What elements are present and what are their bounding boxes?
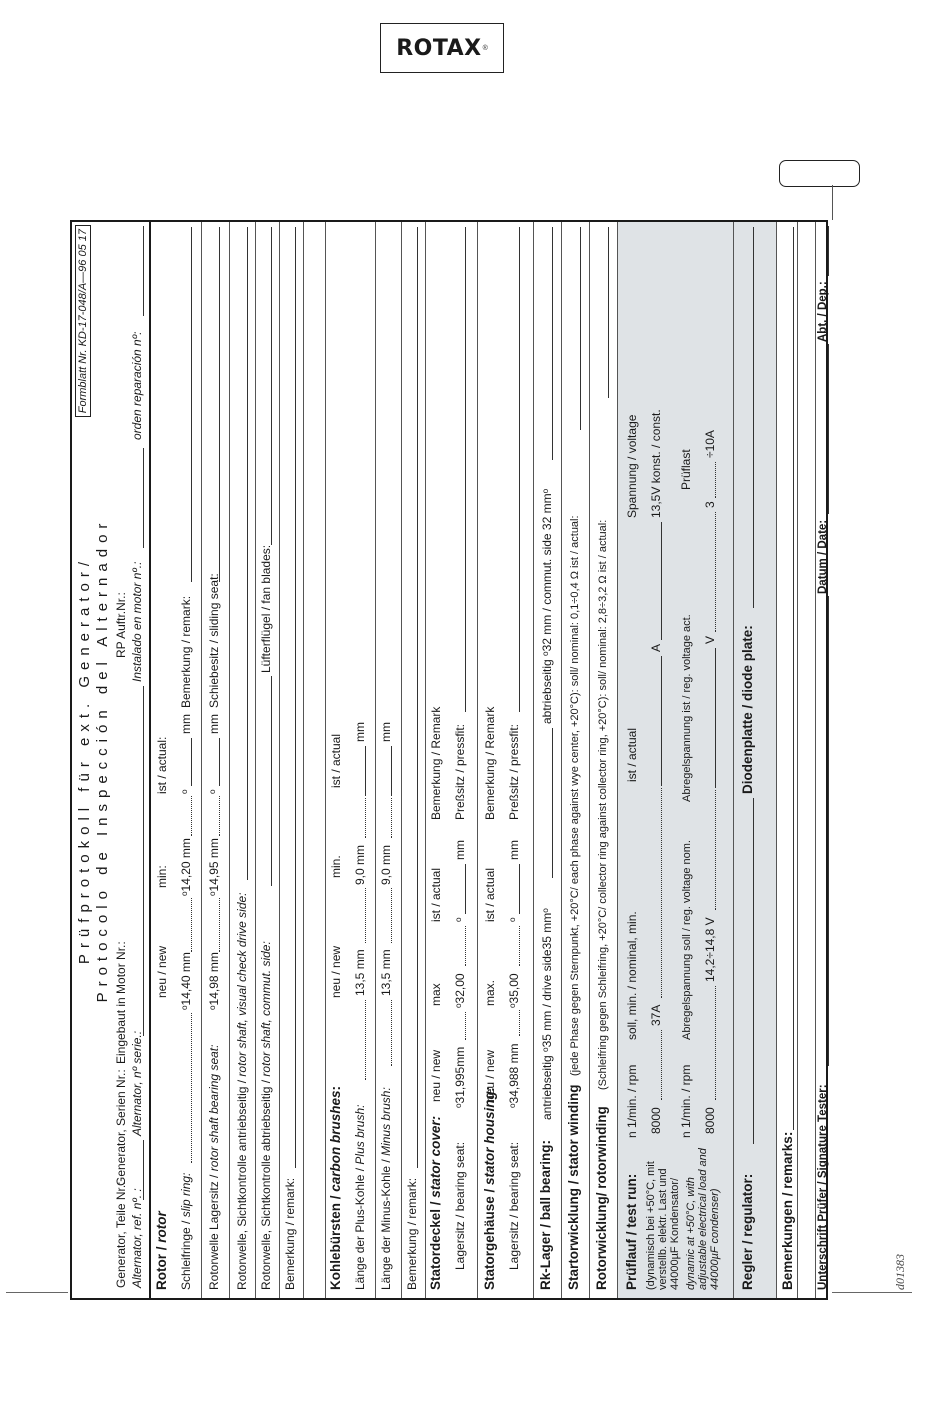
diode-plate-title: Diodenplatte / diode plate: bbox=[740, 625, 755, 794]
logo-text: ROTAX bbox=[396, 35, 482, 61]
dots bbox=[219, 796, 220, 836]
row-divider bbox=[375, 222, 376, 1298]
row-divider bbox=[325, 222, 326, 1298]
shaft-seat-deg: ᵒ bbox=[207, 789, 221, 794]
brushes-remark-field[interactable] bbox=[417, 227, 418, 1168]
stator-housing-pressfit: Preßsitz / pressfit: bbox=[507, 723, 521, 820]
stator-housing-pressfit-field[interactable] bbox=[519, 227, 520, 712]
dots bbox=[219, 898, 220, 952]
stator-housing-mm: mm bbox=[507, 840, 521, 860]
row-divider bbox=[279, 222, 280, 1298]
ball-bearing-drive-field[interactable] bbox=[552, 728, 553, 878]
minus-brush-new: 13,5 mm bbox=[379, 949, 393, 996]
check-drive-label: Rotorwelle, Sichtkontrolle antriebseitig / rotor shaft, visual check drive side: bbox=[235, 892, 249, 1290]
test-run-voltage-field[interactable] bbox=[661, 522, 662, 640]
dots bbox=[715, 790, 716, 910]
test-run-rpm2: 8000 bbox=[703, 1107, 717, 1134]
test-run-col-actual: ist / actual bbox=[625, 727, 639, 782]
fan-blades-field[interactable] bbox=[271, 227, 272, 545]
alternator-ref-field[interactable] bbox=[143, 1140, 144, 1200]
dots bbox=[191, 1013, 192, 1163]
row-divider bbox=[776, 222, 777, 1298]
rp-order-label: RP Auftr.Nr.: bbox=[114, 592, 128, 658]
minus-brush-actual-field[interactable] bbox=[391, 746, 392, 796]
rotor-winding-desc: (Schleifring gegen Schleifring, +20°C/ collector ring against collector ring, +20°C): soll/ nominal: 2,8÷3,2 Ω ist / actual: bbox=[597, 519, 609, 1090]
plus-brush-actual-field[interactable] bbox=[365, 746, 366, 796]
dots bbox=[191, 796, 192, 836]
installed-motor-label: Eingebaut in Motor Nr.: bbox=[114, 941, 128, 1064]
row-divider bbox=[533, 222, 534, 1298]
dots bbox=[391, 1000, 392, 1066]
minus-brush-min: 9,0 mm bbox=[379, 844, 393, 885]
alternator-serie-field[interactable] bbox=[143, 686, 144, 1036]
minus-brush-mm: mm bbox=[379, 722, 393, 742]
crop-mark-right bbox=[832, 1292, 912, 1293]
dots bbox=[661, 1030, 662, 1100]
ball-bearing-title: Rk-Lager / ball bearing: bbox=[538, 1139, 553, 1290]
shaft-seat-min: ᵒ14,95 mm bbox=[207, 838, 221, 896]
stator-cover-actual-field[interactable] bbox=[465, 864, 466, 914]
form-title-es: Protocolo de Inspección del Alternador bbox=[94, 517, 111, 1003]
test-run-amp-nominal: 37A bbox=[649, 1004, 663, 1026]
rotor-winding-title: Rotorwicklung/ rotorwinding bbox=[594, 1106, 609, 1290]
registered-mark: ® bbox=[482, 44, 488, 52]
remarks-title: Bemerkungen / remarks: bbox=[780, 1131, 795, 1290]
test-run-reg-actual-field[interactable] bbox=[715, 648, 716, 788]
row-divider bbox=[201, 222, 202, 1298]
test-run-col-rpm2: n 1/min. / rpm bbox=[679, 1064, 693, 1138]
slip-ring-actual-field[interactable] bbox=[191, 738, 192, 786]
stator-housing-col-max: max. bbox=[483, 979, 497, 1006]
dots bbox=[365, 888, 366, 943]
repair-order-label: orden reparación nº: bbox=[130, 331, 144, 440]
stator-cover-new: ᵒ31,995mm bbox=[453, 1046, 467, 1108]
rotor-remark-label: Bemerkung / remark: bbox=[283, 1177, 297, 1290]
test-run-title: Prüflauf / test run: bbox=[624, 1173, 639, 1290]
row-divider bbox=[401, 222, 402, 1298]
brushes-title: Kohlebürsten / carbon brushes: bbox=[328, 1085, 343, 1290]
shaft-seat-mm: mm bbox=[207, 714, 221, 734]
slip-ring-new: ᵒ14,40 mm bbox=[179, 952, 193, 1010]
shaft-seat-label: Rotorwelle Lagersitz / rotor shaft bearing seat: bbox=[207, 1044, 221, 1290]
rotor-col-actual: ist / actual: bbox=[155, 736, 169, 794]
row-divider bbox=[733, 222, 734, 1298]
stator-winding-actual-field[interactable] bbox=[580, 227, 581, 430]
stator-housing-max: ᵒ35,00 bbox=[507, 973, 521, 1008]
rotor-col-new: neu / new bbox=[155, 945, 169, 998]
form-body bbox=[149, 222, 826, 1298]
brushes-col-actual: ist / actual bbox=[329, 733, 343, 788]
row-divider bbox=[229, 222, 230, 1298]
diode-plate-field[interactable] bbox=[753, 227, 754, 608]
test-run-col-reg-act: Abregelspannung ist / reg. voltage act. bbox=[681, 614, 693, 802]
test-run-load-a: 3 bbox=[703, 501, 717, 508]
dots bbox=[365, 798, 366, 838]
row-divider bbox=[425, 222, 426, 1298]
stator-cover-deg: ᵒ bbox=[453, 917, 467, 922]
test-run-reg-nominal: 14,2÷14,8 V bbox=[703, 917, 717, 982]
stator-cover-pressfit: Preßsitz / pressfit: bbox=[453, 723, 467, 820]
test-run-amp-actual-field[interactable] bbox=[661, 656, 662, 786]
test-run-desc-de: (dynamisch bei +50°C, mit verstellb. elektr. Last und 44000µF Kondensator/ bbox=[645, 1161, 681, 1290]
remarks-field[interactable] bbox=[793, 227, 794, 1130]
plus-brush-label: Länge der Plus-Kohle / Plus brush: bbox=[353, 1104, 367, 1290]
dots bbox=[391, 798, 392, 838]
test-run-rpm1: 8000 bbox=[649, 1107, 663, 1134]
dots bbox=[465, 1012, 466, 1040]
test-run-volt-unit: V bbox=[703, 635, 717, 644]
page-tab-marker bbox=[779, 160, 860, 187]
test-run-col-voltage: Spannung / voltage bbox=[625, 414, 639, 518]
test-run-amp-unit: A bbox=[649, 643, 663, 652]
dots bbox=[519, 1010, 520, 1036]
check-commut-label: Rotorwelle, Sichtkontrolle abtriebseitig / rotor shaft, commut. side: bbox=[259, 941, 273, 1290]
fan-blades-label: Lüfterflügel / fan blades: bbox=[259, 544, 273, 673]
dots bbox=[715, 512, 716, 632]
brushes-col-min: min. bbox=[329, 855, 343, 878]
test-run-col-reg-nom: Abregelspannung soll / reg. voltage nom. bbox=[681, 840, 693, 1040]
installed-motor-field[interactable] bbox=[143, 448, 144, 548]
row-divider bbox=[255, 222, 256, 1298]
dots bbox=[715, 986, 716, 1100]
signature-dept-field[interactable] bbox=[828, 226, 829, 276]
stator-housing-new: ᵒ34,988 mm bbox=[507, 1043, 521, 1108]
stator-housing-deg: ᵒ bbox=[507, 917, 521, 922]
rotor-winding-actual-field[interactable] bbox=[608, 227, 609, 398]
dots bbox=[191, 898, 192, 952]
stator-winding-title: Startorwicklung / stator winding bbox=[566, 1084, 581, 1290]
rotor-col-min: min: bbox=[155, 865, 169, 888]
row-divider bbox=[561, 222, 562, 1298]
check-drive-field[interactable] bbox=[247, 227, 248, 880]
plus-brush-mm: mm bbox=[353, 722, 367, 742]
signature-dept-label: Abt. / Dep.: bbox=[817, 281, 829, 342]
stator-cover-pressfit-field[interactable] bbox=[465, 227, 466, 712]
sliding-seat-label: Schiebesitz / sliding seat: bbox=[207, 573, 221, 708]
form-number: Formblatt Nr. KD-17-048/A—96 05 17 bbox=[75, 225, 91, 417]
slip-ring-remark-label: Bemerkung / remark: bbox=[179, 595, 193, 708]
row-divider bbox=[797, 222, 798, 1298]
minus-brush-label: Länge der Minus-Kohle / Minus brush: bbox=[379, 1087, 393, 1290]
crop-mark-top bbox=[832, 185, 833, 220]
alternator-ref-label: Alternator, ref. nº. : bbox=[130, 1188, 144, 1288]
generator-serial-label: Generator, Serien Nr.: bbox=[114, 1069, 128, 1186]
dots bbox=[365, 1000, 366, 1080]
slip-ring-remark-field[interactable] bbox=[191, 227, 192, 582]
rotor-title: Rotor / rotor bbox=[154, 1211, 169, 1290]
slip-ring-min: ᵒ14,20 mm bbox=[179, 838, 193, 896]
brushes-remark-label: Bemerkung / remark: bbox=[405, 1177, 419, 1290]
inspection-form bbox=[70, 220, 828, 1300]
rotor-remark-field[interactable] bbox=[295, 227, 296, 1168]
alternator-serie-label: Alternator, nº serie.: bbox=[130, 1030, 144, 1136]
stator-winding-desc: (jede Phase gegen Sternpunkt, +20°C/ each phase against wye center, +20°C): soll/ nominal: 0,1÷0,4 Ω ist / actual: bbox=[569, 515, 581, 1076]
stator-housing-title: Statorgehäuse / stator housing: bbox=[482, 1086, 497, 1290]
regulator-title: Regler / regulator: bbox=[740, 1173, 755, 1290]
stator-cover-title: Statordeckel / stator cover: bbox=[428, 1115, 443, 1290]
stator-cover-col-new: neu / new bbox=[429, 1049, 443, 1102]
ball-bearing-drive: antriebseitig ᵒ35 mm / drive side35 mmᵒ bbox=[540, 908, 554, 1120]
test-run-col-nominal: soll, min. / nominal, min. bbox=[625, 911, 639, 1040]
repair-order-field[interactable] bbox=[143, 226, 144, 316]
signature-tester-field[interactable] bbox=[828, 596, 829, 1066]
signature-tester-label: Unterschrift Prüfer / Signature Tester: bbox=[817, 1084, 829, 1290]
regulator-field[interactable] bbox=[753, 798, 754, 1144]
stator-cover-max: ᵒ32,00 bbox=[453, 973, 467, 1008]
brushes-col-new: neu / new bbox=[329, 945, 343, 998]
ball-bearing-commut: abtriebseitig ᵒ32 mm / commut. side 32 mmᵒ bbox=[540, 488, 554, 724]
stator-cover-col-remark: Bemerkung / Remark bbox=[429, 706, 443, 820]
generator-part-label: Generator, Teile Nr.: bbox=[114, 1181, 128, 1288]
slip-ring-label: Schleifringe / slip ring: bbox=[179, 1172, 193, 1290]
stator-housing-col-remark: Bemerkung / Remark bbox=[483, 706, 497, 820]
signature-date-label: Datum / Date: bbox=[817, 519, 829, 594]
shaft-seat-actual-field[interactable] bbox=[219, 738, 220, 786]
signature-date-field[interactable] bbox=[828, 344, 829, 514]
row-divider bbox=[477, 222, 478, 1298]
stator-housing-seat-label: Lagersitz / bearing seat: bbox=[507, 1141, 521, 1270]
test-run-col-load: Prüflast bbox=[679, 449, 693, 490]
crop-mark-left bbox=[6, 1292, 68, 1293]
slip-ring-deg: ᵒ bbox=[179, 789, 193, 794]
test-run-desc-en: dynamic at +50°C, with adjustable electrical load and 44000µF condenser) bbox=[685, 1148, 721, 1290]
check-commut-field[interactable] bbox=[271, 676, 272, 886]
dots bbox=[465, 926, 466, 966]
form-title-de: Prüfprotokoll für ext. Generator/ bbox=[76, 555, 93, 965]
document-number: d01383 bbox=[893, 1254, 907, 1290]
dots bbox=[715, 462, 716, 498]
stator-housing-col-actual: ist / actual bbox=[483, 867, 497, 922]
stator-housing-col-new: neu / new bbox=[483, 1049, 497, 1102]
plus-brush-new: 13,5 mm bbox=[353, 949, 367, 996]
sliding-seat-field[interactable] bbox=[219, 227, 220, 582]
shaft-seat-new: ᵒ14,98 mm bbox=[207, 952, 221, 1010]
stator-cover-seat-label: Lagersitz / bearing seat: bbox=[453, 1141, 467, 1270]
dots bbox=[661, 788, 662, 998]
stator-cover-col-actual: ist / actual bbox=[429, 867, 443, 922]
ball-bearing-commut-field[interactable] bbox=[552, 227, 553, 460]
rotax-logo bbox=[380, 23, 504, 73]
dots bbox=[391, 888, 392, 943]
stator-cover-mm: mm bbox=[453, 840, 467, 860]
slip-ring-mm: mm bbox=[179, 714, 193, 734]
installed-es-label: Instalado en motor nº.: bbox=[130, 561, 144, 682]
stator-housing-actual-field[interactable] bbox=[519, 864, 520, 914]
stator-cover-col-max: max bbox=[429, 983, 443, 1006]
dots bbox=[519, 926, 520, 966]
form-header bbox=[72, 222, 151, 1298]
row-divider bbox=[589, 222, 590, 1298]
test-run-col-rpm: n 1/min. / rpm bbox=[625, 1064, 639, 1138]
test-run-load-b: ÷10A bbox=[703, 430, 717, 458]
test-run-volt-const: 13,5V konst. / const. bbox=[649, 409, 663, 518]
row-divider bbox=[303, 222, 304, 1298]
plus-brush-min: 9,0 mm bbox=[353, 844, 367, 885]
